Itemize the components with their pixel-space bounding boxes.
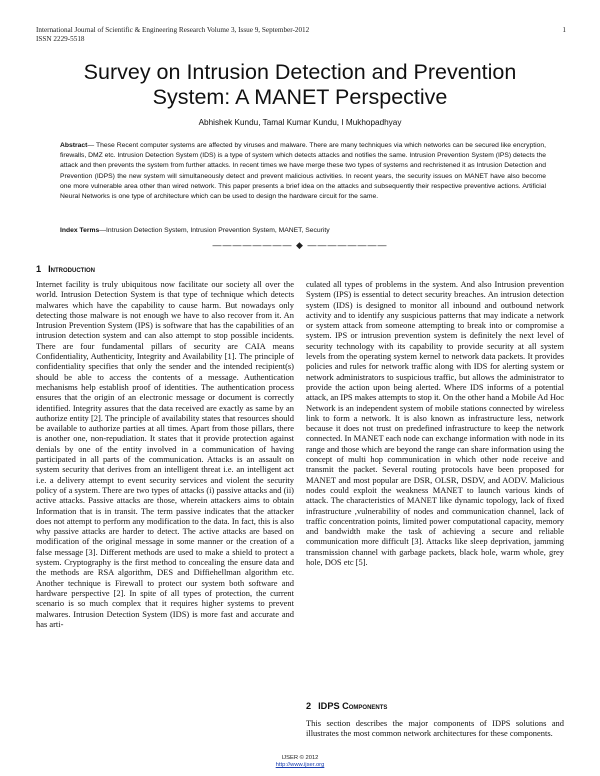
section-divider: ———————— ◆ ———————— [212, 240, 388, 250]
title-line-1: Survey on Intrusion Detection and Prevention [83, 60, 517, 84]
page-number: 1 [562, 26, 566, 34]
section-2-number: 2 [306, 701, 312, 711]
intro-left-column: Internet facility is truly ubiquitous now facilitate our society all over the world. Intrusion Detection System is that type of technique which detects malwares which have the capability to cause harm. But nowadays only detecting those malware is not enough we have to also recover from it. An Intrusion Prevention System (IPS) is software that has the capabilities of an intrusion detection system and can also attempt to stop possible incidents. There are four fundamental pillars of security are CAIA means Confidentiality, Authenticity, Integrity and Availability [1]. The principle of confidentiality specifies that only the sender and the intended recipient(s) should be able to access the contents of a message. Authentication mechanisms help establish proof of identities. The authentication process ensures that the origin of an electronic message or document is correctly identified. Integrity assures that the data received are exactly as same by an authorize entity [2]. The principle of availability states that resources should be available to authorize parties at all times. Apart from those pillars, there is another one, non-repudiation. It states that it provide protection against denials by one of the entity involved in a communication of having participated in all parts of the communication. Attacks is an assault on system security that derives from an intelligent threat i.e. an intelligent act i.e. a delivery attempt to event security services and violent the security policy of a system. There are two types of attacks (i) passive attacks and (ii) active attacks. Passive attacks are those, wherein attackers aims to obtain Information that is in transit. The term passive indicates that the attacker does not attempt to perform any modification to the data. In fact, this is also why passive attacks are harder to detect. The active attacks are based on modification of the original message in some manner or the creation of a false message [3]. Different methods are used to make a shield to protect a system. Cryptography is the first method to concealing the ensure data and the methods are RSA algorithm, DES and Diffiehellman algorithm etc. Another technique is Firewall to protect our system both software and hardware perspective [2]. In spite of all types of protection, the current scenario is so much complex that it requires higher systems to prevent malwares. Intrusion Detection System (IDS) is more fast and accurate and has arti- [36, 279, 294, 629]
abstract-label: Abstract [60, 142, 88, 149]
issn: ISSN 2229-5518 [36, 35, 85, 43]
section-2-heading [306, 701, 387, 711]
abstract [60, 141, 546, 202]
page-footer [0, 755, 600, 769]
section-1-heading [36, 264, 95, 274]
section-1-number: 1 [36, 264, 42, 274]
section-1-title: Introduction [48, 264, 96, 274]
footer-copyright: IJSER © 2012 [281, 755, 319, 761]
title-line-2: System: A MANET Perspective [152, 85, 448, 109]
journal-name: International Journal of Scientific & Engineering Research Volume 3, Issue 9, September-2012 [36, 26, 310, 34]
footer-url-link[interactable]: http://www.ijser.org [275, 762, 325, 768]
section-2-text: This section describes the major components of IDPS solutions and illustrates the most common network architectures for these components. [306, 718, 564, 739]
index-terms-label: Index Terms [60, 227, 100, 234]
section-2-title: IDPS Components [318, 701, 388, 711]
authors: Abhishek Kundu, Tamal Kumar Kundu, I Mukhopadhyay [198, 118, 402, 127]
journal-header [36, 26, 566, 44]
index-terms-text: —Intrusion Detection System, Intrusion Prevention System, MANET, Security [99, 227, 330, 234]
abstract-text: — These Recent computer systems are affected by viruses and malware. There are many techniques via which networks can be secured like encryption, firewalls, DMZ etc. Intrusion Detection System (IDS) is a type of system which detects attacks and notifies the same. Intrusion Prevention System (IPS) detects the attack and then prevents the system from further attacks. In recent times we have merge these two types of systems and rechristened it as Intrusion Detection and Prevention (IDPS) the new system will simultaneously detect and prevent malicious activities. In recent years, the security issues on MANET have also become one more vulnerable area other than wired network. This paper presents a brief idea on the attacks and subsequently their respective preventive actions. Artificial Neural Networks is one type of architecture which can be used to design the hardware circuit for the same. [60, 142, 546, 201]
intro-right-column: culated all types of problems in the system. And also Intrusion prevention System (IPS) is essential to detect security breaches. An intrusion detection system (IDS) is designed to monitor all inbound and outbound network activity and to identify any suspicious patterns that may indicate a network or system attack from someone attempting to break into or compromise a system. IPS or intrusion prevention system is definitely the next level of security technology with its capability to provide security at all system levels from the operating system kernel to network data packets. It provides policies and rules for network traffic along with IDS for alerting system or network administrators to suspicious traffic, but allows the administrator to provide the action upon being alerted. Where IDS informs of a potential attack, an IPS makes attempts to stop it. On the other hand a Mobile Ad Hoc Network is an independent system of mobile stations connected by wireless link to form a network. It is also known as infrastructure less, network because it does not trust on predefined infrastructure to keep the network connected. In MANET each node can exchange information with node in its range and those which are beyond the range can share information using the concept of multi hop communication in which other node receive and transmit the packet. Several routing protocols have been proposed for MANET and most popular are DSR, OLSR, DSDV, and AODV. Malicious nodes could exploit the weakness MANET to launch various kinds of attack. The characteristics of MANET like dynamic topology, lack of fixed infrastructure ,vulnerability of nodes and communication channel, lack of traffic concentration points, limited power computational capacity, memory and bandwidth make the task of achieving a secure and reliable communication more difficult [3]. Attacks like sleep deprivation, jamming transmission channel with garbage packets, black hole, warm whole, grey hole, DOS etc [5]. [306, 279, 564, 568]
paper-title [30, 60, 570, 110]
index-terms [60, 226, 546, 236]
